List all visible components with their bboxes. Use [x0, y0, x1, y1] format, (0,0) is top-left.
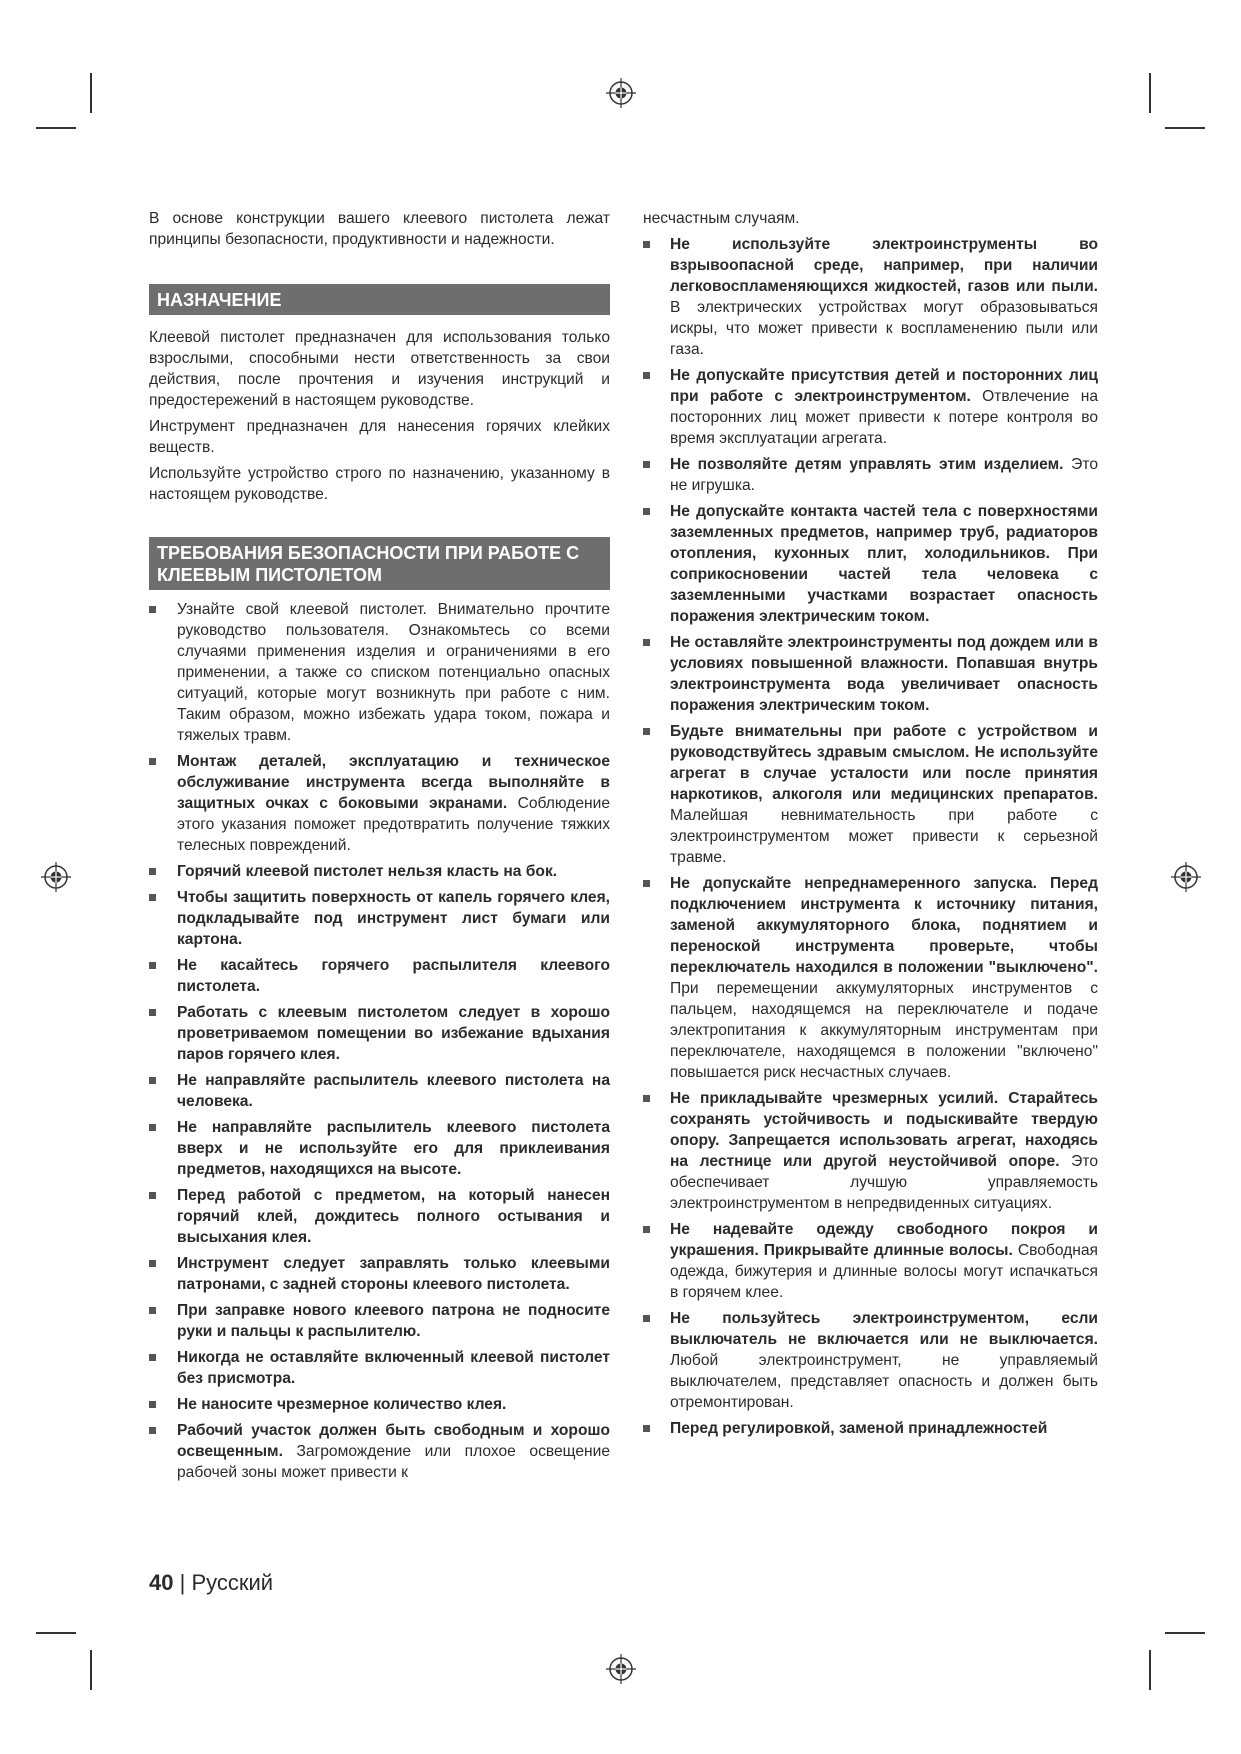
crop-mark-top-left-vertical — [90, 73, 92, 113]
item-text: Любой электроинструмент, не управляемый выключателем, представляет опасность и должен быть отремонтирован. — [670, 1352, 1098, 1411]
list-item — [643, 1308, 1098, 1413]
list-item — [149, 1002, 610, 1065]
list-item — [149, 599, 610, 746]
item-bold-text: Не прикладывайте чрезмерных усилий. Старайтесь сохранять устойчивость и подыскивайте твердую опору. Запрещается использовать агрегат, находясь на лестнице или другой неустойчивой опоре. — [670, 1090, 1098, 1170]
item-bold-text: Не пользуйтесь электроинструментом, если выключатель не включается или не выключается. — [670, 1310, 1098, 1348]
item-bold-text: Не допускайте присутствия детей и посторонних лиц при работе с электроинструментом. — [670, 367, 1098, 405]
crop-mark-bottom-left-horizontal — [36, 1632, 76, 1634]
item-bold-text: При заправке нового клеевого патрона не подносите руки и пальцы к распылителю. — [177, 1302, 610, 1340]
crop-mark-bottom-left-vertical — [90, 1650, 92, 1690]
bullet-icon — [149, 1124, 156, 1131]
item-bold-text: Не позволяйте детям управлять этим изделием. — [670, 456, 1064, 473]
list-item — [149, 751, 610, 856]
bullet-icon — [149, 1427, 156, 1434]
item-bold-text: Не направляйте распылитель клеевого пистолета на человека. — [177, 1072, 610, 1110]
item-bold-text: Не оставляйте электроинструменты под дождем или в условиях повышенной влажности. Попавшая внутрь электроинструмента вода увеличивает опасность поражения электрическим током. — [670, 634, 1098, 714]
list-item — [149, 1347, 610, 1389]
purpose-heading: НАЗНАЧЕНИЕ — [149, 284, 610, 315]
footer-language: Русский — [191, 1570, 274, 1595]
item-text: Загромождение или плохое освещение рабочей зоны может привести к — [177, 1443, 610, 1481]
right-column — [643, 208, 1098, 1444]
list-item — [643, 873, 1098, 1083]
item-bold-text: Не наносите чрезмерное количество клея. — [177, 1396, 507, 1413]
list-item — [149, 1394, 610, 1415]
bullet-icon — [643, 1425, 650, 1432]
bullet-icon — [149, 1077, 156, 1084]
list-item — [643, 365, 1098, 449]
item-text: Отвлечение на посторонних лиц может привести к потере контроля во время эксплуатации агрегата. — [670, 388, 1098, 447]
list-item — [643, 1219, 1098, 1303]
crop-mark-bottom-right-vertical — [1149, 1650, 1151, 1690]
item-bold-text: Перед регулировкой, заменой принадлежностей — [670, 1420, 1048, 1437]
item-text: Малейшая невнимательность при работе с электроинструментом может привести к серьезной травме. — [670, 807, 1098, 866]
bullet-icon — [643, 880, 650, 887]
bullet-icon — [149, 1192, 156, 1199]
purpose-paragraph: Инструмент предназначен для нанесения горячих клейких веществ. — [149, 418, 610, 456]
list-item — [149, 1070, 610, 1112]
list-item — [149, 955, 610, 997]
item-bold-text: Работать с клеевым пистолетом следует в хорошо проветриваемом помещении во избежание вдыхания паров горячего клея. — [177, 1004, 610, 1063]
list-item — [149, 1253, 610, 1295]
bullet-icon — [643, 639, 650, 646]
safety-list-left — [149, 599, 610, 1483]
item-text: Это обеспечивает лучшую управляемость электроинструментом в непредвиденных ситуациях. — [670, 1153, 1098, 1212]
bullet-icon — [643, 1226, 650, 1233]
item-text: При перемещении аккумуляторных инструментов с пальцем, находящемся на переключателе и подаче электропитания к аккумуляторным инструментам при переключателе, находящемся в положении "включено" повышается риск несчастных случаев. — [670, 980, 1098, 1081]
bullet-icon — [149, 962, 156, 969]
item-bold-text: Инструмент следует заправлять только клеевыми патронами, с задней стороны клеевого пистолета. — [177, 1255, 610, 1293]
bullet-icon — [643, 372, 650, 379]
safety-list-right — [643, 234, 1098, 1439]
list-item — [149, 887, 610, 950]
item-bold-text: Перед работой с предметом, на который нанесен горячий клей, дождитесь полного остывания и высыхания клея. — [177, 1187, 610, 1246]
bullet-icon — [149, 758, 156, 765]
crop-mark-bottom-right-horizontal — [1165, 1632, 1205, 1634]
item-bold-text: Не направляйте распылитель клеевого пистолета вверх и не используйте его для приклеивания предметов, находящихся на высоте. — [177, 1119, 610, 1178]
purpose-paragraph: Клеевой пистолет предназначен для использования только взрослыми, способными нести ответственность за свои действия, после прочтения и изучения инструкций и предостережений в настоящем руководстве. — [149, 329, 610, 409]
crop-mark-top-right-horizontal — [1165, 127, 1205, 129]
bullet-icon — [149, 1260, 156, 1267]
item-text: Узнайте свой клеевой пистолет. Внимательно прочтите руководство пользователя. Ознакомьтесь со всеми случаями применения изделия и ограничениями в его применении, а также со списком потенциально опасных ситуаций, которые могут возникнуть при работе с ним. Таким образом, можно избежать удара током, пожара и тяжелых травм. — [177, 601, 610, 744]
item-bold-text: Не используйте электроинструменты во взрывоопасной среде, например, при наличии легковоспламеняющихся жидкостей, газов или пыли. — [670, 236, 1098, 295]
list-item — [643, 1418, 1098, 1439]
item-bold-text: Не надевайте одежду свободного покроя и украшения. Прикрывайте длинные волосы. — [670, 1221, 1098, 1259]
item-bold-text: Никогда не оставляйте включенный клеевой пистолет без присмотра. — [177, 1349, 610, 1387]
registration-mark-icon — [1171, 862, 1201, 892]
bullet-icon — [149, 1401, 156, 1408]
intro-paragraph: В основе конструкции вашего клеевого пистолета лежат принципы безопасности, продуктивности и надежности. — [149, 210, 610, 248]
list-item — [643, 721, 1098, 868]
item-bold-text: Рабочий участок должен быть свободным и хорошо освещенным. — [177, 1422, 610, 1460]
list-item — [149, 1117, 610, 1180]
page-number: 40 — [149, 1570, 174, 1595]
left-column — [149, 208, 610, 1488]
crop-mark-top-right-vertical — [1149, 73, 1151, 113]
list-item — [643, 501, 1098, 627]
item-bold-text: Горячий клеевой пистолет нельзя класть на бок. — [177, 863, 558, 880]
list-item — [149, 1300, 610, 1342]
registration-mark-icon — [606, 1654, 636, 1684]
crop-mark-top-left-horizontal — [36, 127, 76, 129]
bullet-icon — [643, 1095, 650, 1102]
list-item — [643, 234, 1098, 360]
bullet-icon — [149, 868, 156, 875]
list-item — [149, 1185, 610, 1248]
bullet-icon — [149, 1354, 156, 1361]
list-item — [643, 1088, 1098, 1214]
footer-separator: | — [179, 1570, 186, 1595]
bullet-icon — [643, 508, 650, 515]
item-text: В электрических устройствах могут образовываться искры, что может привести к воспламенению пыли или газа. — [670, 299, 1098, 358]
item-bold-text: Будьте внимательны при работе с устройством и руководствуйтесь здравым смыслом. Не используйте агрегат в случае усталости или после принятия наркотиков, алкоголя или медицинских препаратов. — [670, 723, 1098, 803]
list-item — [149, 861, 610, 882]
registration-mark-icon — [41, 862, 71, 892]
item-bold-text: Не допускайте контакта частей тела с поверхностями заземленных предметов, например труб, радиаторов отопления, кухонных плит, холодильников. При соприкосновении частей тела человека с заземленными участками возрастает опасность поражения электрическим током. — [670, 503, 1098, 625]
page-footer — [149, 1570, 273, 1596]
item-text: Свободная одежда, бижутерия и длинные волосы могут испачкаться в горячем клее. — [670, 1242, 1098, 1301]
item-bold-text: Не касайтесь горячего распылителя клеевого пистолета. — [177, 957, 610, 995]
continuation-text: несчастным случаям. — [643, 210, 800, 227]
bullet-icon — [149, 894, 156, 901]
safety-heading: ТРЕБОВАНИЯ БЕЗОПАСНОСТИ ПРИ РАБОТЕ С КЛЕЕВЫМ ПИСТОЛЕТОМ — [149, 537, 610, 590]
list-item — [149, 1420, 610, 1483]
item-bold-text: Монтаж деталей, эксплуатацию и техническое обслуживание инструмента всегда выполняйте в защитных очках с боковыми экранами. — [177, 753, 610, 812]
item-bold-text: Не допускайте непреднамеренного запуска. Перед подключением инструмента к источнику питания, заменой аккумуляторного блока, поднятием и переноской инструмента проверьте, чтобы переключатель находился в положении "выключено". — [670, 875, 1098, 976]
bullet-icon — [643, 1315, 650, 1322]
list-item — [643, 632, 1098, 716]
item-bold-text: Чтобы защитить поверхность от капель горячего клея, подкладывайте под инструмент лист бумаги или картона. — [177, 889, 610, 948]
item-text: Соблюдение этого указания поможет предотвратить получение тяжких телесных повреждений. — [177, 795, 610, 854]
bullet-icon — [149, 606, 156, 613]
item-text: Это не игрушка. — [670, 456, 1098, 494]
registration-mark-icon — [606, 78, 636, 108]
bullet-icon — [643, 728, 650, 735]
bullet-icon — [149, 1307, 156, 1314]
bullet-icon — [643, 241, 650, 248]
list-item — [643, 454, 1098, 496]
bullet-icon — [643, 461, 650, 468]
purpose-paragraph: Используйте устройство строго по назначению, указанному в настоящем руководстве. — [149, 465, 610, 503]
bullet-icon — [149, 1009, 156, 1016]
